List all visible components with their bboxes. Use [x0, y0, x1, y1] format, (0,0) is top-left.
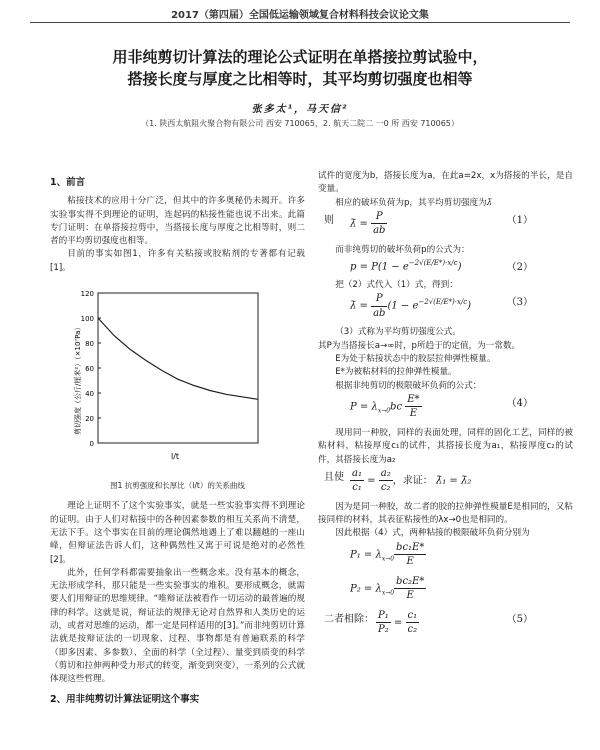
equation-p2: $P_2 = \lambda_{x\to 0}$ $\frac{\text{bc₂E*}}{E}$ [350, 575, 425, 602]
intro-paragraph-3: 理论上证明不了这个实验事实，就是一些实验事实得不到理论的证明。由于人们对粘接中的各种因素参数的相互关系尚不清楚，无法下手。这个事实在目前的理论偶然地遇上了难以翻越的一座山峰，但辩证法告诉人们，这种偶然性又寓于可说是绝对的必然性[2]。 [50, 501, 305, 565]
right-column [318, 170, 573, 643]
figure-1 [50, 285, 305, 475]
plot-frame [98, 293, 258, 443]
right-paragraph-10: 现用同一种胶，同样的表面处理，同样的固化工艺，同样的被粘材料，粘接厚度c₁的试件，其搭接长度为a₁，粘接厚度c₂的试件，其搭接长度为a₂ [318, 427, 573, 465]
equation-p1: $P_1 = \lambda_{x\to 0}$ $\frac{\text{bc₁E*}}{E}$ [350, 541, 425, 568]
right-paragraph-13: 因此根据（4）式，两种粘接的极限破坏负荷分别为 [335, 528, 530, 539]
equation-5: 二者相除： $\frac{\text{P₁}}{\text{P₂}}$ = $\frac{\text{c₁}}{\text{c₂}}$ （5） [324, 609, 533, 636]
right-paragraph-4: 把（2）式代入（1）式，得到： [335, 280, 458, 291]
x-axis-label: l/t [170, 452, 180, 462]
paper-title [40, 46, 560, 90]
series-line [98, 318, 258, 399]
affiliation: （1. 陕西太航阻火聚合物有限公司 西安 710065，2. 航天二院二 一0 所 西安 710065） [141, 119, 459, 128]
y-tick-label: 40 [85, 390, 94, 399]
running-head: 2017（第四届）全国低运输领域复合材料科技会议论文集 [171, 10, 429, 21]
y-axis-label: 剪切强度（公斤/厘米²）（×10⁷Pa） [74, 323, 82, 436]
right-paragraph-8: E*为被粘材料的拉伸弹性模量。 [335, 367, 457, 378]
y-tick-label: 120 [80, 290, 94, 299]
right-paragraph-9: 根据非纯剪切的极限破坏负荷的公式： [335, 380, 482, 391]
title-line-1: 用非纯剪切计算法的理论公式证明在单搭接拉剪试验中， [112, 48, 488, 66]
figure-caption: 图1 抗剪强度和长厚比（l/t）的关系曲线 [110, 481, 245, 491]
right-paragraph-5: （3）式称为平均剪切强度公式。 [335, 327, 461, 338]
header-rule [30, 22, 570, 23]
right-paragraph-2: 相应的破坏负荷为p，其平均剪切强度为λ̄ [335, 197, 493, 208]
equation-4: $P = \lambda_{x\to 0}bc$ $\frac{E*}{E}$ （4） [350, 393, 533, 420]
intro-paragraph-1: 粘接技术的应用十分广泛，但其中的许多奥秘仍未揭开。许多实验事实得不到理论的证明，连起码的粘接性能也说不出来。此篇专门证明：在单搭接拉剪中，当搭接长度与厚度之比相等时，则二者的平均剪切强度也相等。 [50, 196, 305, 247]
right-paragraph-3: 而非纯剪切的破坏负荷p的公式为： [335, 244, 470, 255]
section-heading-proof: 2、用非纯剪切计算法证明这个事实 [50, 693, 200, 705]
left-column [50, 170, 305, 712]
y-tick-label: 80 [85, 340, 94, 349]
right-paragraph-6: 其P为当搭接长a→∞时，p所趋于的定值，为一常数。 [318, 340, 521, 351]
equation-3: λ̄ = $\frac{P}{ab}$ $(1 - e^{-2√(E/E*)\cdot x/c})$ （3） [350, 293, 533, 319]
equation-2: $p = P(1 - e^{-2√(E/E*)\cdot x/c})$ （2） [350, 259, 533, 274]
y-tick-label: 20 [85, 415, 94, 424]
y-tick-label: 60 [85, 365, 94, 374]
y-tick-label: 0 [89, 440, 94, 449]
section-heading-intro: 1、前言 [50, 177, 86, 188]
equation-1: 则 λ̄ = $\frac{P}{ab}$ （1） [324, 210, 533, 237]
right-paragraph-12: 因为是同一种胶，故二者的胶的拉伸弹性模量E是相同的，又粘接同样的材料，其表征粘接性的λx→0也是相同的。 [318, 501, 573, 526]
shear-strength-chart [50, 285, 305, 475]
right-paragraph-1: 试件的宽度为b，搭接长度为a，在此a=2x，x为搭接的半长，是自变量。 [318, 171, 573, 195]
authors: 张多太¹，马天信² [251, 104, 349, 115]
intro-paragraph-4: 此外，任何学科都需要抽象出一些概念来。没有基本的概念，无法形成学科，那只能是一些实验事实的堆积。要形成概念，就需要人们用辩证的思维规律。“唯辩证法被看作一切运动的最普遍的规律的科学。这就是说，辩证法的规律无论对自然界和人类历史的运动，或者对思维的运动，都一定是同样适用的[3]。”而非纯剪切计算法就是按辩证法的一切现象、过程、事物都是有普遍联系的科学（即多因素、多参数）、全面的科学（全过程）、量变到质变的科学（剪切和拉伸两种受力形式的转变，渐变到突变），一系列的公式就体现这些哲理。 [50, 567, 305, 685]
equation-ratio-condition: 且使 $\frac{\text{a₁}}{\text{c₁}}$ = $\frac{\text{a₂}}{\text{c₂}}$ ，求证： λ̄₁ = λ̄₂ [324, 467, 472, 494]
intro-paragraph-2: 目前的事实如图1，许多有关粘接或胶粘剂的专著都有记载[1]。 [50, 249, 305, 273]
title-line-2: 搭接长度与厚度之比相等时，其平均剪切强度也相等 [127, 70, 473, 88]
y-tick-label: 100 [80, 315, 94, 324]
right-paragraph-7: E为处于粘接状态中的胶层拉伸弹性模量。 [335, 354, 496, 365]
